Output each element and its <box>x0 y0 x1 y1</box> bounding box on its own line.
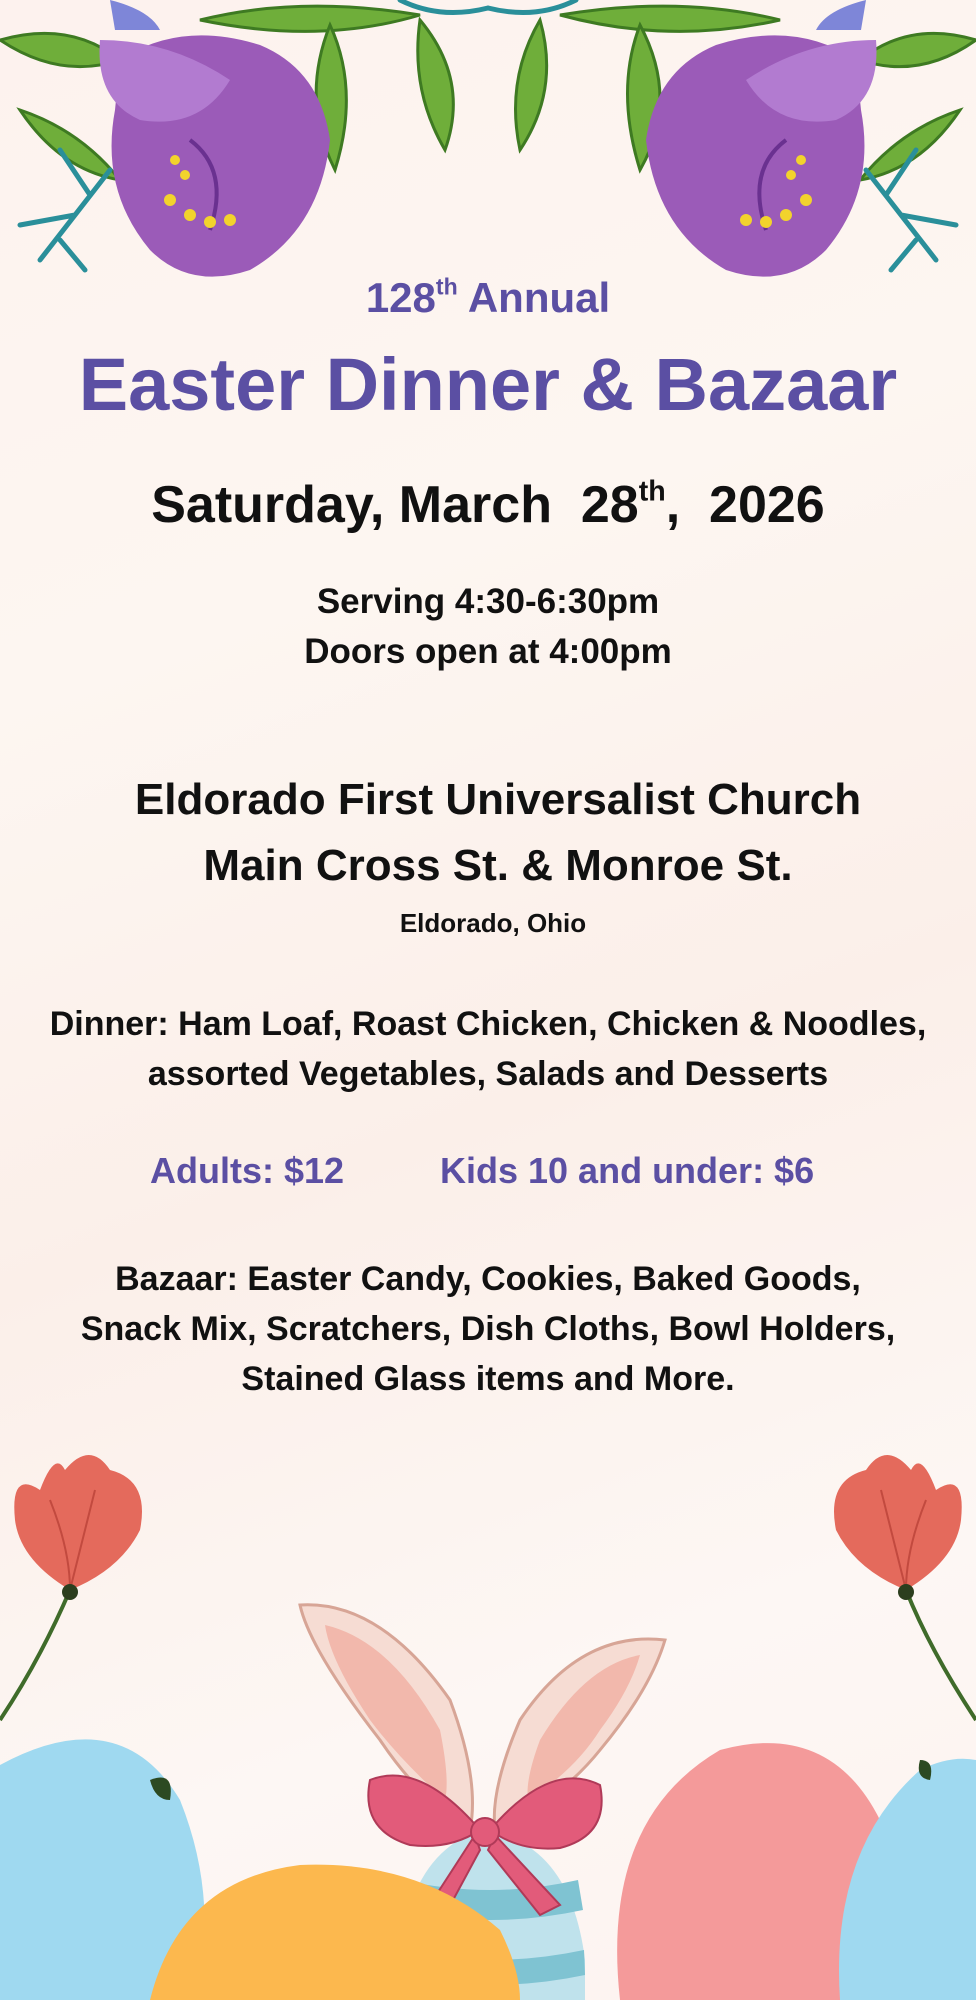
annual-label: Annual <box>467 274 611 321</box>
price-row <box>0 1150 976 1200</box>
date-year: , 2026 <box>665 476 825 534</box>
bazaar-line3: Stained Glass items and More. <box>241 1360 735 1398</box>
easter-egg-icon <box>398 1830 585 2000</box>
kids-price: Kids 10 and under: $6 <box>440 1150 815 1191</box>
bazaar-line2: Snack Mix, Scratchers, Dish Cloths, Bowl Holders, <box>80 1310 896 1348</box>
annual-heading <box>0 268 976 328</box>
purple-flower-icon <box>100 35 331 276</box>
red-poppy-icon <box>834 1455 962 1600</box>
dinner-menu-line1: Dinner: Ham Loaf, Roast Chicken, Chicken & Noodles, <box>49 1005 927 1043</box>
annual-number: 128 <box>365 274 436 321</box>
adult-price: Adults: $12 <box>150 1150 345 1191</box>
date-prefix: Saturday, March 28 <box>151 476 639 534</box>
venue-city: Eldorado, Ohio <box>399 908 587 938</box>
annual-suffix: th <box>435 273 458 300</box>
dinner-menu-line2: assorted Vegetables, Salads and Desserts <box>147 1055 829 1093</box>
serving-time: Serving 4:30-6:30pm <box>316 582 660 621</box>
easter-egg-icon <box>839 1759 976 2000</box>
top-floral-decoration <box>0 0 976 300</box>
doors-open-time: Doors open at 4:00pm <box>304 632 672 671</box>
pink-bow-icon <box>368 1776 601 1920</box>
bunny-ears-icon <box>300 1605 665 1830</box>
purple-flower-icon <box>646 35 877 276</box>
red-poppy-icon <box>14 1455 142 1600</box>
page-title: Easter Dinner & Bazaar <box>78 343 898 426</box>
event-date <box>0 470 976 540</box>
bazaar-line1: Bazaar: Easter Candy, Cookies, Baked Goods, <box>115 1260 861 1298</box>
easter-egg-icon <box>150 1865 520 2000</box>
easter-egg-icon <box>617 1743 890 2000</box>
easter-egg-icon <box>0 1739 205 2000</box>
date-suffix: th <box>638 475 666 508</box>
venue-address: Main Cross St. & Monroe St. <box>203 841 793 890</box>
venue-name: Eldorado First Universalist Church <box>134 775 862 824</box>
